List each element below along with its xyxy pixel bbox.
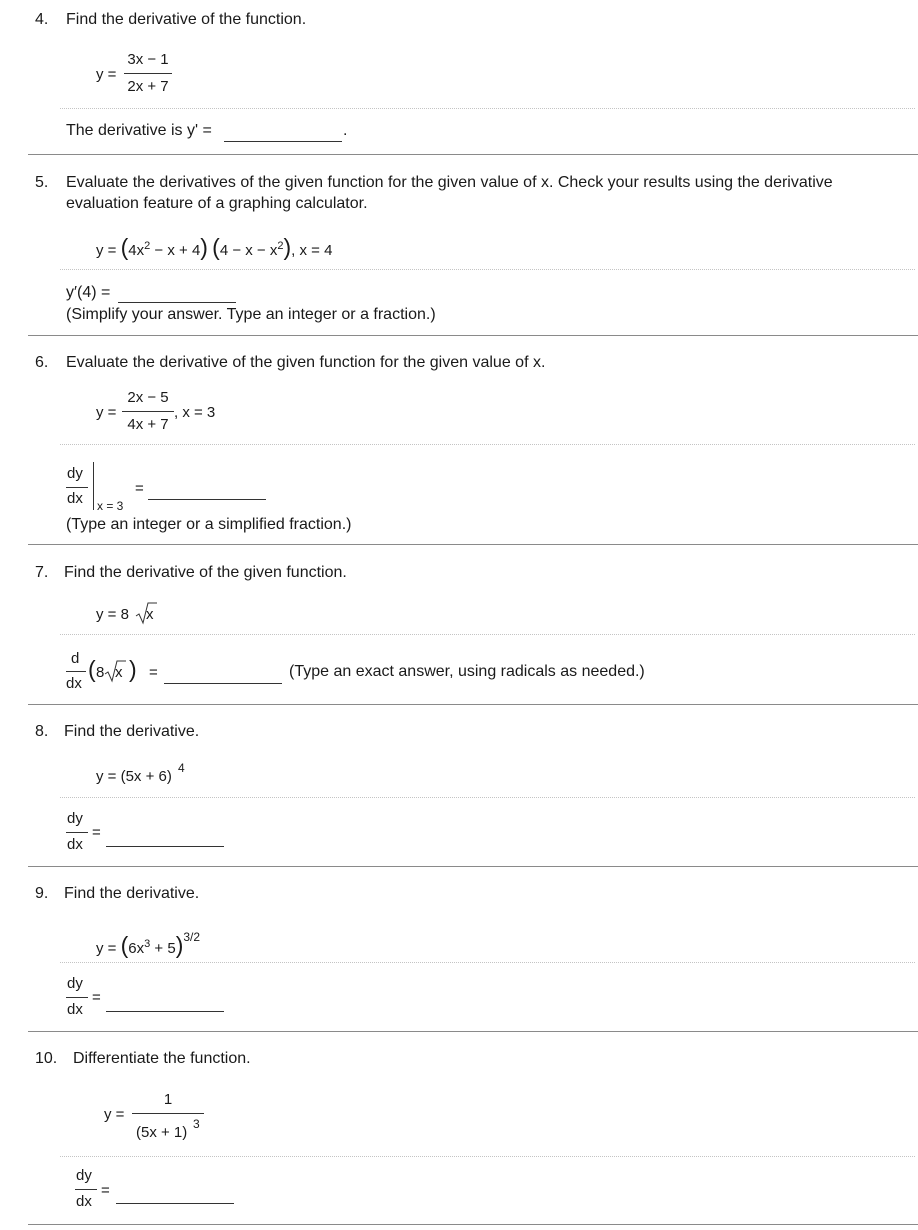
fraction-bar <box>75 1189 97 1190</box>
section-divider <box>28 335 918 336</box>
answer-blank[interactable] <box>106 846 224 847</box>
problem-number: 8. <box>35 723 49 740</box>
separator-dotted <box>60 634 915 635</box>
equals-sign: = <box>135 480 144 497</box>
fraction-numerator: 3x − 1 <box>127 51 169 68</box>
separator-dotted <box>60 962 915 963</box>
evaluation-bar <box>93 462 94 510</box>
given-value: , x = 3 <box>174 404 216 421</box>
function-expression: y = (5x + 6) <box>96 768 172 785</box>
problem-prompt: Find the derivative. <box>64 723 200 740</box>
problem-prompt: Evaluate the derivative of the given function for the given value of x. <box>66 354 546 371</box>
derivative-denominator: dx <box>67 1001 83 1018</box>
problem-number: 5. <box>35 174 49 191</box>
fraction-bar <box>66 832 88 833</box>
problem-number: 7. <box>35 564 49 581</box>
fraction-bar <box>66 487 88 488</box>
answer-suffix: . <box>343 122 348 139</box>
radicand: x <box>115 664 123 681</box>
function-lhs: y = <box>96 66 117 83</box>
exponent: 4 <box>178 761 185 775</box>
separator-dotted <box>60 108 915 109</box>
fraction-denominator: (5x + 1) <box>136 1124 188 1141</box>
separator-dotted <box>60 1156 915 1157</box>
section-divider <box>28 1224 918 1225</box>
problem-prompt: Find the derivative. <box>64 885 200 902</box>
problem-number: 9. <box>35 885 49 902</box>
equals-sign: = <box>92 989 101 1006</box>
answer-hint: (Simplify your answer. Type an integer or a fraction.) <box>66 306 436 323</box>
function-lhs: y = 8 <box>96 606 129 623</box>
derivative-denominator: dx <box>67 490 83 507</box>
problem-prompt: Find the derivative of the function. <box>66 11 307 28</box>
derivative-denominator: dx <box>67 836 83 853</box>
equals-sign: = <box>101 1182 110 1199</box>
problem-prompt-line-1: Evaluate the derivatives of the given function for the given value of x. Check your results using the derivative <box>66 174 833 191</box>
separator-dotted <box>60 797 915 798</box>
fraction-bar <box>122 411 174 412</box>
denominator-exponent: 3 <box>193 1117 200 1131</box>
derivative-operator-d: d <box>71 650 80 667</box>
fraction-bar <box>124 73 172 74</box>
section-divider <box>28 154 918 155</box>
fraction-numerator: 1 <box>163 1091 173 1108</box>
problem-number: 6. <box>35 354 49 371</box>
radicand: x <box>146 606 154 623</box>
answer-blank[interactable] <box>116 1203 234 1204</box>
answer-hint: (Type an exact answer, using radicals as needed.) <box>289 663 645 680</box>
evaluation-point: x = 3 <box>97 499 124 513</box>
derivative-operator-dx: dx <box>66 675 82 692</box>
function-expression: $y = (6x^3 + 5)^{3/2}$ <box>96 930 201 958</box>
answer-prefix: The derivative is y' = <box>66 122 212 139</box>
answer-prefix: y′(4) = <box>66 284 111 301</box>
fraction-bar <box>132 1113 204 1114</box>
separator-dotted <box>60 444 915 445</box>
function-expression: $y = (4x^2 - x + 4) (4 - x - x^2)$, x = 4 <box>96 234 333 260</box>
inner-coefficient: 8 <box>96 664 105 681</box>
answer-blank[interactable] <box>148 499 266 500</box>
section-divider <box>28 544 918 545</box>
answer-blank[interactable] <box>106 1011 224 1012</box>
derivative-numerator: dy <box>67 465 83 482</box>
open-paren: ( <box>88 656 96 682</box>
problem-number: 4. <box>35 11 49 28</box>
problem-number: 10. <box>35 1050 58 1067</box>
fraction-denominator: 2x + 7 <box>127 78 169 95</box>
problem-prompt: Differentiate the function. <box>73 1050 251 1067</box>
derivative-numerator: dy <box>76 1167 92 1184</box>
section-divider <box>28 866 918 867</box>
equals-sign: = <box>92 824 101 841</box>
derivative-numerator: dy <box>67 975 83 992</box>
fraction-bar <box>66 671 86 672</box>
derivative-numerator: dy <box>67 810 83 827</box>
answer-blank[interactable] <box>118 302 236 303</box>
close-paren: ) <box>129 656 137 682</box>
answer-blank[interactable] <box>224 141 342 142</box>
problem-prompt: Find the derivative of the given function. <box>64 564 347 581</box>
function-lhs: y = <box>104 1106 125 1123</box>
section-divider <box>28 704 918 705</box>
section-divider <box>28 1031 918 1032</box>
derivative-denominator: dx <box>76 1193 92 1210</box>
fraction-numerator: 2x − 5 <box>127 389 169 406</box>
fraction-denominator: 4x + 7 <box>127 416 169 433</box>
answer-hint: (Type an integer or a simplified fraction.) <box>66 516 352 533</box>
function-lhs: y = <box>96 404 117 421</box>
answer-blank[interactable] <box>164 683 282 684</box>
problem-prompt-line-2: evaluation feature of a graphing calculator. <box>66 195 368 212</box>
equals-sign: = <box>149 664 158 681</box>
separator-dotted <box>60 269 915 270</box>
fraction-bar <box>66 997 88 998</box>
